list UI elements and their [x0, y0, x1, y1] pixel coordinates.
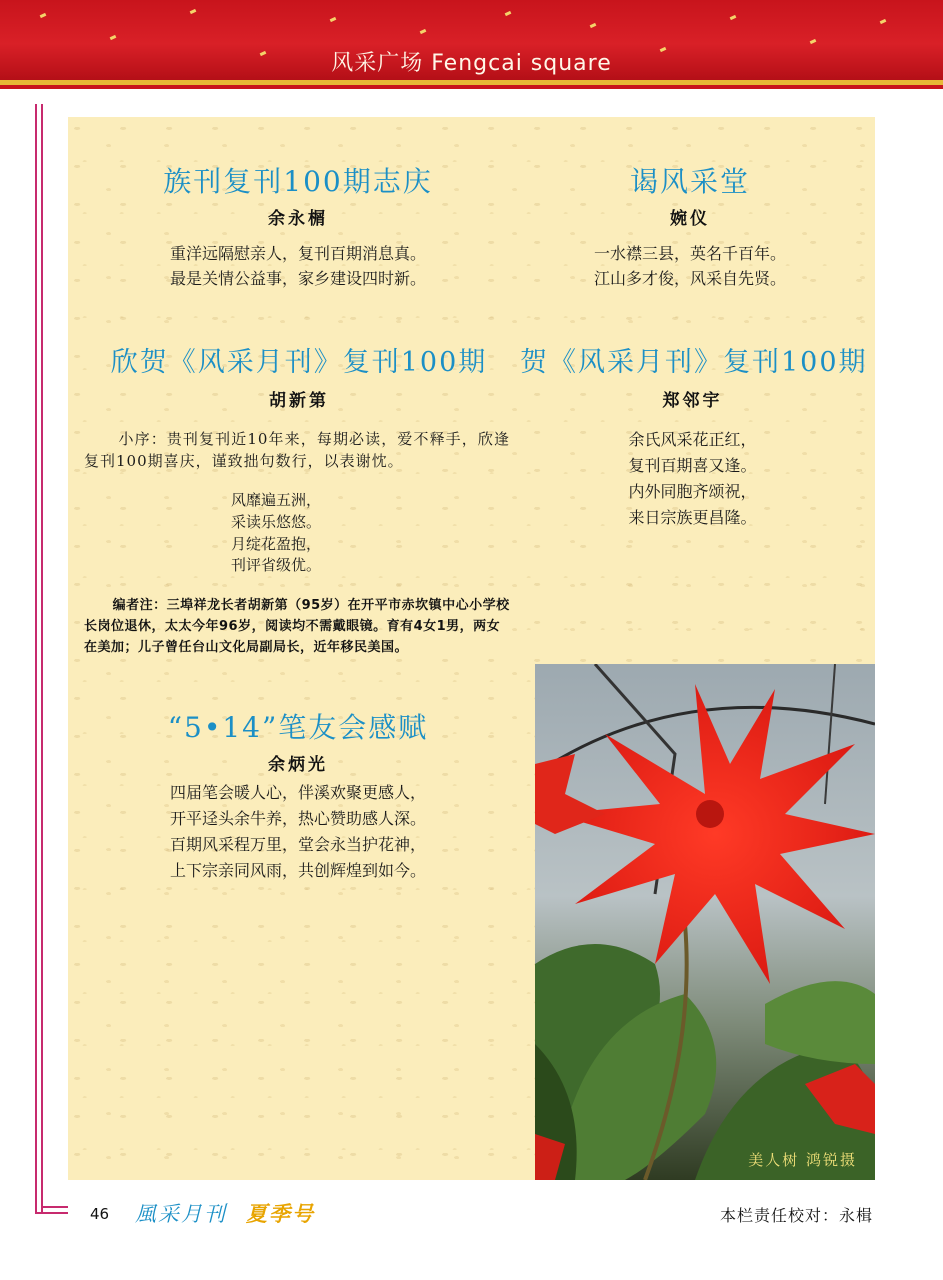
poem-line: 江山多才俊，风采自先贤。 — [593, 269, 786, 288]
poem-title: 贺《风采月刊》复刊100期 — [520, 347, 868, 378]
poem-title: “5•14”笔友会感赋 — [167, 711, 429, 744]
poem-line: 百期风采程万里，堂会永当护花神， — [169, 835, 426, 854]
poem-line: 内外同胞齐颂祝， — [628, 482, 757, 501]
frame-line — [41, 104, 43, 1214]
poem-author: 婉仪 — [670, 209, 710, 229]
confetti-decoration — [330, 17, 337, 22]
confetti-decoration — [590, 23, 597, 28]
magazine-name: 風采月刊 — [135, 1202, 227, 1226]
poem-line: 刊评省级优。 — [231, 556, 322, 574]
poem-author: 胡新第 — [269, 391, 329, 411]
poem-title: 谒风采堂 — [629, 165, 750, 198]
editor-note: 编者注：三埠祥龙长者胡新第（95岁）在开平市赤坎镇中心小学校长岗位退休，太太今年96岁，阅读均不需戴眼镜。育有4女1男，两女在美加；儿子曾任台山文化局副局长，近年移民美国。 — [84, 598, 510, 655]
poem-line: 月绽花盈抱， — [231, 535, 322, 553]
poinsettia-image — [535, 664, 875, 1180]
confetti-decoration — [730, 15, 737, 20]
confetti-decoration — [40, 13, 47, 18]
header-banner — [0, 0, 943, 80]
confetti-decoration — [810, 39, 817, 44]
poem-line: 余氏风采花正红， — [628, 430, 757, 449]
poem-line: 风靡遍五洲， — [231, 491, 322, 509]
header-red-stripe — [0, 85, 943, 89]
poem-line: 四届笔会暖人心，伴溪欢聚更感人， — [169, 783, 426, 802]
poem-author: 郑邻宇 — [662, 391, 723, 411]
poem-line: 来日宗族更昌隆。 — [628, 508, 757, 527]
frame-line — [35, 104, 37, 1214]
poem-author: 余炳光 — [268, 755, 328, 775]
poem-title: 族刊复刊100期志庆 — [163, 165, 433, 198]
confetti-decoration — [420, 29, 427, 34]
page-number: 46 — [90, 1205, 110, 1223]
flower-photo — [535, 664, 875, 1180]
poem-line: 上下宗亲同风雨，共创辉煌到如今。 — [169, 861, 426, 880]
poem-line: 重洋远隔慰亲人，复刊百期消息真。 — [169, 244, 426, 263]
poem-line: 采读乐悠悠。 — [231, 513, 322, 531]
frame-line — [41, 1206, 68, 1208]
poem-title: 欣贺《风采月刊》复刊100期 — [110, 347, 488, 378]
confetti-decoration — [505, 11, 512, 16]
confetti-decoration — [880, 19, 887, 24]
confetti-decoration — [110, 35, 117, 40]
poem-line: 一水襟三县，英名千百年。 — [593, 244, 786, 263]
section-title: 风采广场 Fengcai square — [331, 51, 612, 76]
poem-line: 开平迳头余牛养，热心赞助感人深。 — [169, 809, 426, 828]
poem-line: 最是关情公益事，家乡建设四时新。 — [169, 269, 426, 288]
poem-line: 复刊百期喜又逢。 — [628, 456, 757, 475]
frame-line — [35, 1212, 68, 1214]
issue-label: 夏季号 — [246, 1201, 315, 1226]
photo-caption: 美人树 鸿锐摄 — [748, 1151, 857, 1169]
poem-preface: 小序：贵刊复刊近10年来，每期必读，爱不释手，欣逢复刊100期喜庆，谨致拙句数行，以表谢忱。 — [84, 430, 510, 470]
poem-author: 余永榍 — [268, 209, 328, 229]
proofreader-credit: 本栏责任校对：永楫 — [719, 1206, 873, 1225]
confetti-decoration — [190, 9, 197, 14]
